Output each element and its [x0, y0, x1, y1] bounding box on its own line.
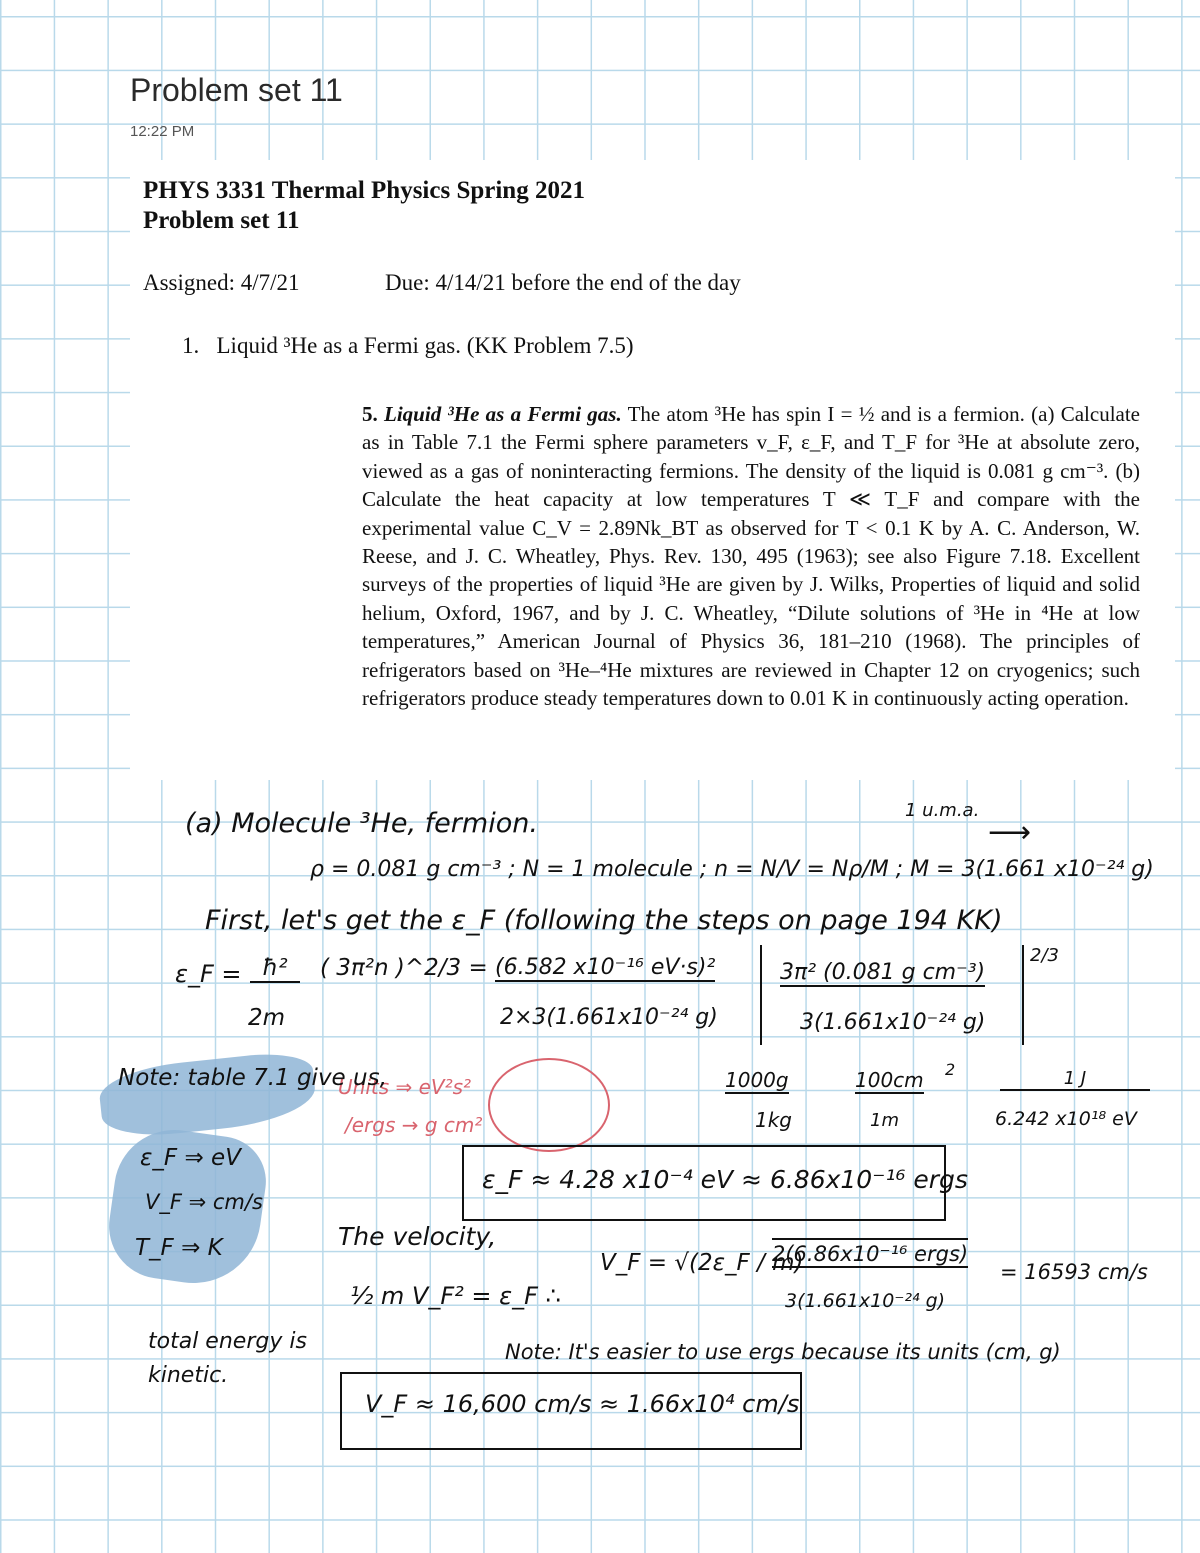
problem-number: 5.: [362, 402, 378, 426]
conversion-cm-exponent: 2: [945, 1060, 956, 1079]
arrow-right-icon: ⟶: [988, 815, 1032, 850]
first-step-line: First, let's get the ε_F (following the steps on page 194 KK): [205, 905, 1003, 936]
conversion-j-denominator: 6.242 x10¹⁸ eV: [995, 1108, 1137, 1130]
total-energy-note: total energy is kinetic.: [148, 1329, 307, 1388]
problem-statement: [362, 400, 1140, 712]
units-circle: [488, 1058, 610, 1152]
ef-lhs: ε_F =: [175, 960, 242, 988]
vf-formula: V_F = √(2ε_F / m): [600, 1250, 804, 1276]
ef-exponent: 2/3: [1030, 945, 1059, 966]
givens-line: ρ = 0.081 g cm⁻³ ; N = 1 molecule ; n = N/V = Nρ/M ; M = 3(1.661 x10⁻²⁴ g): [310, 857, 1154, 882]
problem-item: [182, 333, 634, 359]
vf-value: = 16593 cm/s: [1000, 1260, 1148, 1284]
ef-bracket-denominator: 3(1.661x10⁻²⁴ g): [800, 1010, 986, 1035]
item-number: 1.: [182, 333, 200, 358]
part-a-heading: (a) Molecule ³He, fermion.: [185, 808, 538, 839]
ef-sub-denominator: 2×3(1.661x10⁻²⁴ g): [500, 1005, 718, 1030]
side-note-vf: V_F ⇒ cm/s: [145, 1190, 263, 1214]
highlight-blob-1: [97, 1049, 318, 1141]
conversion-cm-denominator: 1m: [870, 1110, 899, 1131]
ef-numerator: ħ²: [250, 955, 300, 983]
vf-result: V_F ≈ 16,600 cm/s ≈ 1.66x10⁴ cm/s: [365, 1390, 800, 1418]
page-title: Problem set 11: [130, 72, 343, 108]
conversion-cm-numerator: 100cm: [855, 1068, 924, 1092]
ef-denominator: 2m: [248, 1005, 286, 1031]
item-text: Liquid ³He as a Fermi gas. (KK Problem 7.5): [216, 333, 634, 358]
side-note-ef: ε_F ⇒ eV: [140, 1145, 241, 1171]
vf-sub-denominator: 3(1.661x10⁻²⁴ g): [785, 1290, 946, 1312]
conversion-j-numerator: 1 J: [1000, 1068, 1150, 1091]
problem-body: The atom ³He has spin I = ½ and is a fermion. (a) Calculate as in Table 7.1 the Fermi sphere parameters v_F, ε_F, and T_F for ³He at absolute zero, viewed as a gas of noninteracting fermions. The density of the liquid is 0.081 g cm⁻³. (b) Calculate the heat capacity at low temperatures T ≪ T_F and compare with the experimental value C_V = 2.89Nk_BT as observed for T < 0.1 K by A. C. Anderson, W. Reese, and J. C. Wheatley, Phys. Rev. 130, 495 (1963); see also Figure 7.18. Excellent surveys of the properties of liquid ³He are given by J. Wilks, Properties of liquid and solid helium, Oxford, 1967, and by J. C. Wheatley, “Dilute solutions of ³He in ⁴He at low temperatures,” American Journal of Physics 36, 181–210 (1968). The principles of refrigerators based on ³He–⁴He mixtures are reviewed in Chapter 12 on cryogenics; such refrigerators produce steady temperatures down to 0.01 K in continuously acting operation.: [362, 402, 1141, 711]
assigned-date: Assigned: 4/7/21: [143, 270, 300, 295]
ergs-note: Note: It's easier to use ergs because its units (cm, g): [505, 1340, 1061, 1364]
conversion-g-numerator: 1000g: [725, 1068, 789, 1092]
course-heading: [143, 176, 585, 236]
vf-sub-numerator: 2(6.86x10⁻¹⁶ ergs): [772, 1238, 968, 1268]
side-note-title: Note: table 7.1 give us,: [118, 1065, 387, 1091]
problem-set-title: Problem set 11: [143, 207, 300, 234]
problem-title: Liquid ³He as a Fermi gas.: [384, 402, 622, 426]
ef-paren-term: ( 3π²n )^2/3 =: [320, 955, 488, 981]
due-date: Due: 4/14/21 before the end of the day: [385, 270, 741, 295]
units-note-line-2: /ergs → g cm²: [345, 1113, 483, 1137]
course-title: PHYS 3331 Thermal Physics Spring 2021: [143, 177, 585, 204]
ef-bracket-numerator: 3π² (0.081 g cm⁻³): [780, 960, 986, 985]
ef-sub-numerator: (6.582 x10⁻¹⁶ eV·s)²: [495, 955, 716, 980]
velocity-label: The velocity,: [338, 1222, 497, 1251]
kinetic-equation: ½ m V_F² = ε_F ∴: [350, 1282, 561, 1310]
ef-result: ε_F ≈ 4.28 x10⁻⁴ eV ≈ 6.86x10⁻¹⁶ ergs: [482, 1165, 968, 1194]
side-note-tf: T_F ⇒ K: [135, 1235, 223, 1261]
page-timestamp: 12:22 PM: [130, 123, 195, 140]
amu-label: 1 u.m.a.: [905, 800, 980, 821]
units-note-line-1: Units ⇒ eV²s²: [338, 1075, 472, 1099]
conversion-g-denominator: 1kg: [755, 1108, 793, 1132]
